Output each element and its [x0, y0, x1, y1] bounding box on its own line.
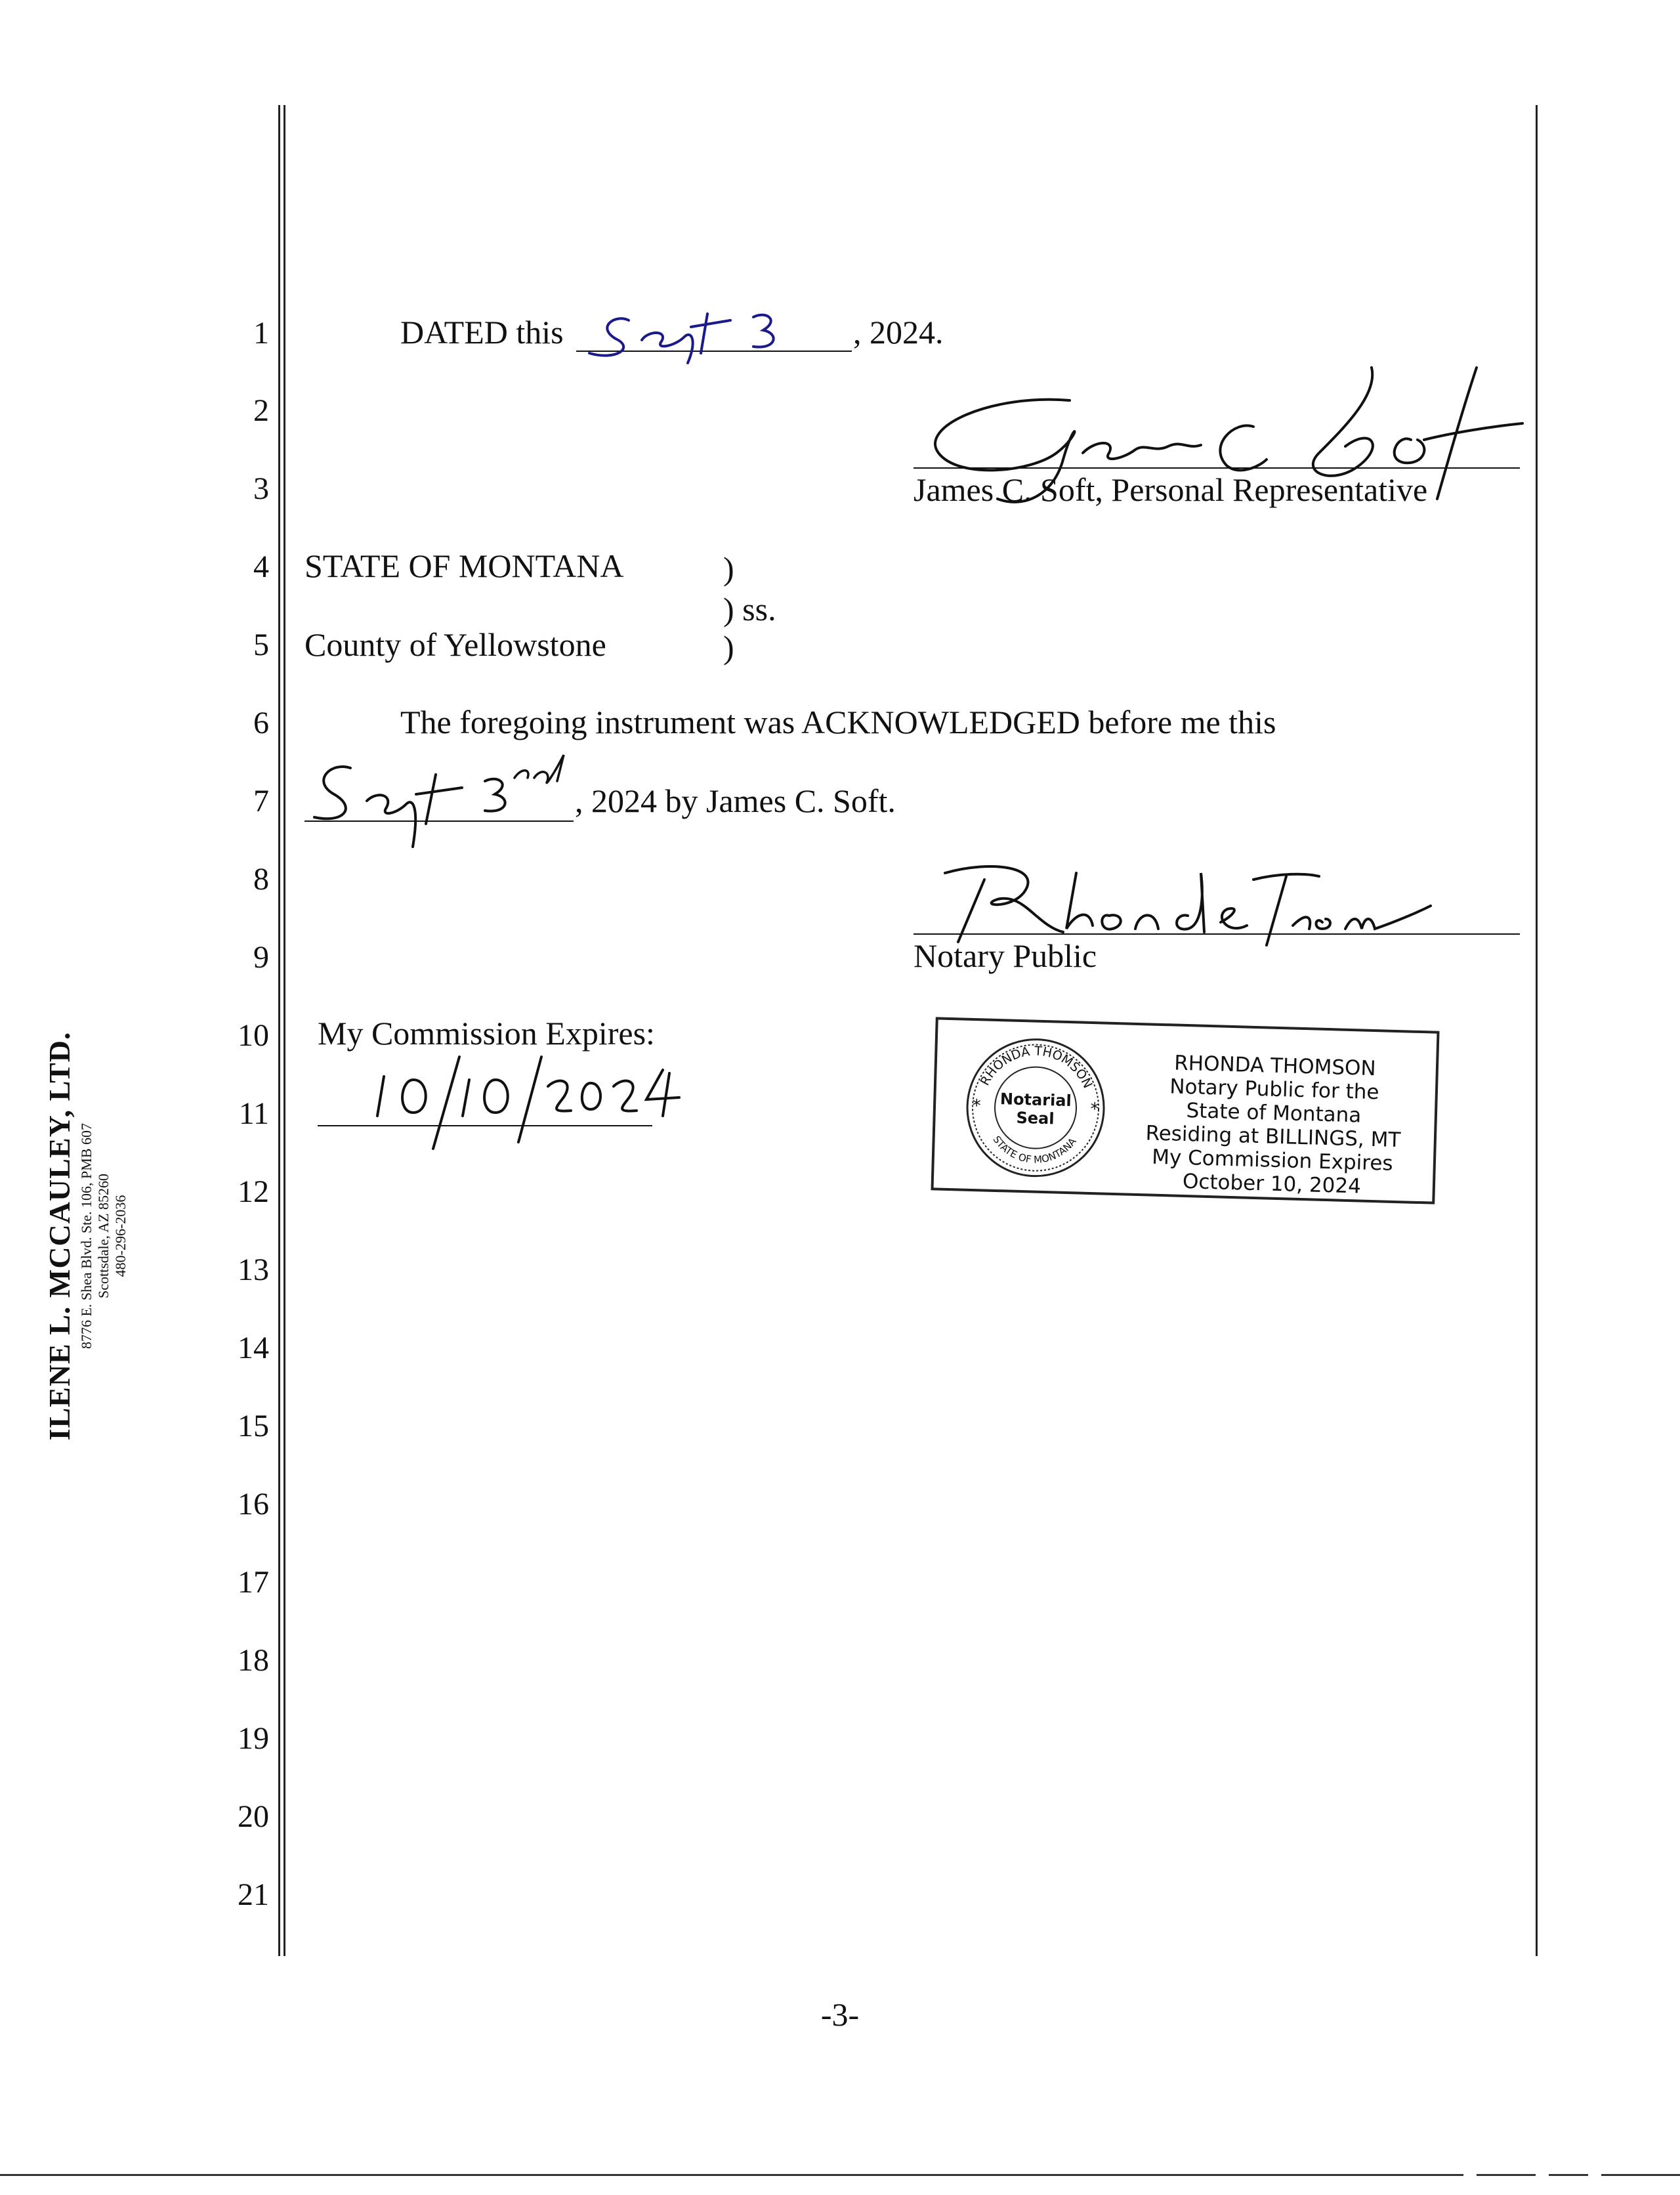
- firm-phone: 480-296-2036: [112, 1195, 129, 1277]
- venue-ss: ) ss.: [723, 591, 776, 628]
- line-number: 20: [238, 1799, 269, 1834]
- line-number: 9: [253, 940, 269, 975]
- line-number: 15: [238, 1409, 269, 1443]
- line-number: 8: [253, 862, 269, 897]
- notary-stamp: [931, 1017, 1439, 1204]
- line-number: 21: [238, 1877, 269, 1912]
- commission-handwritten-date: [322, 1050, 715, 1155]
- seal-star-icon: *: [972, 1096, 981, 1117]
- notary-signature-line: [914, 933, 1520, 935]
- stamp-line: State of Montana: [1186, 1099, 1362, 1128]
- seal-bottom-text: STATE OF MONTANA: [990, 1134, 1079, 1166]
- line-number: 12: [238, 1174, 269, 1209]
- acknowledgment-line-2: , 2024 by James C. Soft.: [575, 782, 896, 819]
- venue-paren-1: ): [723, 550, 734, 587]
- line-number: 7: [253, 784, 269, 819]
- footer-dash-rule: [1601, 2174, 1680, 2176]
- left-margin-rule-inner: [284, 105, 285, 1956]
- firm-name: ILENE L. MCCAULEY, LTD.: [43, 1031, 76, 1441]
- line-number: 5: [253, 628, 269, 662]
- line-number: 18: [238, 1643, 269, 1678]
- acknowledgment-line-1: The foregoing instrument was ACKNOWLEDGED before me this: [400, 704, 1276, 740]
- line-number: 10: [238, 1018, 269, 1053]
- seal-star-icon: *: [1090, 1099, 1099, 1120]
- firm-sidebar: [41, 1006, 153, 1466]
- signer-caption: James C. Soft, Personal Representative: [914, 471, 1428, 508]
- left-margin-rule-outer: [278, 105, 280, 1956]
- dated-prefix: DATED this: [400, 314, 564, 351]
- venue-paren-2: ): [723, 629, 734, 666]
- venue-state: STATE OF MONTANA: [304, 547, 624, 584]
- stamp-text: [1131, 1050, 1417, 1200]
- notarial-seal-icon: [957, 1032, 1114, 1183]
- stamp-line: October 10, 2024: [1182, 1169, 1362, 1199]
- line-number: 14: [238, 1331, 269, 1365]
- line-number: 13: [238, 1252, 269, 1287]
- line-number: 17: [238, 1565, 269, 1600]
- stamp-line: Notary Public for the: [1169, 1075, 1379, 1105]
- line-number: 6: [253, 706, 269, 740]
- line-number: 2: [253, 393, 269, 428]
- venue-county: County of Yellowstone: [304, 626, 606, 663]
- ack-handwritten-date: [304, 748, 580, 853]
- line-number: 11: [238, 1096, 269, 1131]
- seal-center-1: Notarial: [999, 1090, 1072, 1111]
- signer-signature-line: [914, 467, 1520, 469]
- footer-dash-rule: [0, 2174, 1463, 2176]
- footer-dash-rule: [1477, 2174, 1536, 2176]
- seal-center-2: Seal: [1016, 1108, 1055, 1128]
- page-number: -3-: [820, 1996, 860, 2033]
- commission-line: [318, 1125, 652, 1126]
- line-number: 4: [253, 549, 269, 584]
- notary-caption: Notary Public: [914, 937, 1097, 974]
- stamp-line: Residing at BILLINGS, MT: [1145, 1121, 1401, 1153]
- firm-city: Scottsdale, AZ 85260: [95, 1173, 112, 1299]
- dated-handwritten-date: [576, 301, 852, 373]
- line-number: 1: [253, 316, 269, 351]
- stamp-line: My Commission Expires: [1151, 1145, 1394, 1176]
- line-number: 19: [238, 1721, 269, 1756]
- firm-address: 8776 E. Shea Blvd. Ste. 106, PMB 607: [78, 1122, 94, 1350]
- line-number: 3: [253, 471, 269, 506]
- footer-dash-rule: [1549, 2174, 1588, 2176]
- stamp-line: RHONDA THOMSON: [1173, 1051, 1377, 1081]
- commission-label: My Commission Expires:: [318, 1015, 655, 1052]
- right-margin-rule: [1536, 105, 1538, 1956]
- seal-top-text: RHONDA THOMSON: [977, 1044, 1095, 1091]
- line-number: 16: [238, 1487, 269, 1522]
- dated-suffix: , 2024.: [853, 314, 944, 351]
